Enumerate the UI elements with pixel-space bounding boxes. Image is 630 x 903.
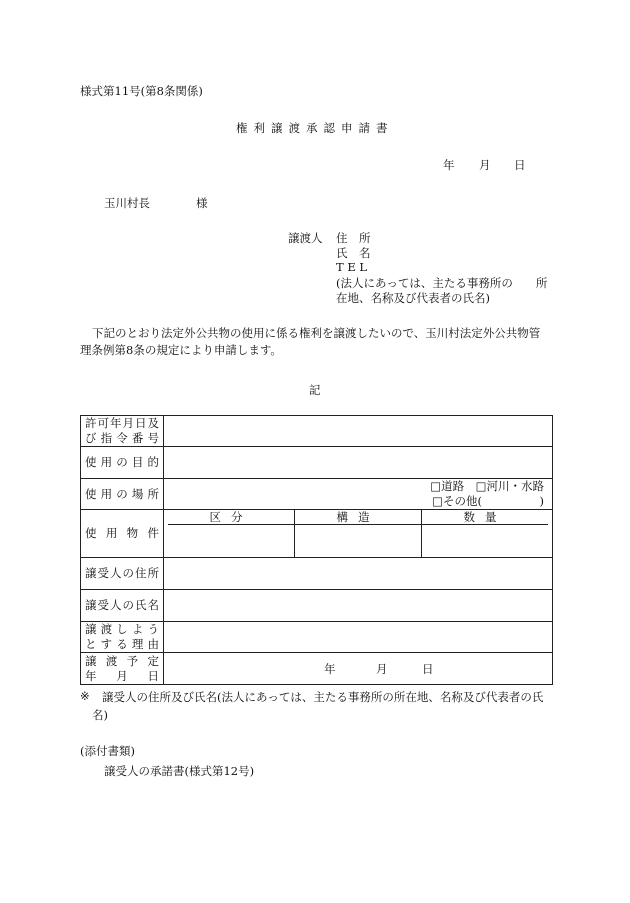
attachment-item: 譲受人の承諾書(様式第12号) [104, 764, 255, 778]
planned-day-label: 日 [422, 662, 434, 676]
note-line2: 名) [92, 708, 108, 722]
reason-field[interactable] [164, 622, 553, 653]
planned-year-label: 年 [324, 662, 336, 676]
addressee-name: 玉川村長 [104, 196, 150, 210]
transferee-name-label [81, 590, 164, 622]
transferee-name-field[interactable] [164, 590, 553, 622]
note-mark: ※ [80, 689, 90, 703]
col-structure-header: 構造 [294, 510, 421, 524]
object-label-text: 使用物件 [85, 526, 159, 540]
place-field[interactable] [164, 479, 553, 510]
object-subtable [164, 510, 553, 558]
place-option-road-river[interactable]: □道路 □河川・水路 [430, 479, 544, 493]
structure-field[interactable] [294, 525, 421, 557]
form-number: 様式第11号(第8条関係) [80, 84, 203, 98]
col-division-header: 区分 [209, 510, 253, 524]
planned-label-line2: 年月日 [85, 668, 159, 683]
page-title: 権利譲渡承認申請書 [236, 121, 394, 135]
transferee-address-label [81, 558, 164, 590]
applicant-address-label: 住 所 [336, 231, 371, 245]
date-year-label: 年 [443, 158, 455, 172]
addressee-honorific: 様 [196, 196, 208, 210]
table-row [81, 447, 553, 479]
permit-label-line2: び指令番号 [85, 431, 159, 445]
permit-label [81, 416, 164, 447]
note-line1: 譲受人の住所及び氏名(法人にあっては、主たる事務所の所在地、名称及び代表者の氏 [102, 690, 544, 704]
table-row [81, 479, 553, 510]
planned-month-label: 月 [376, 662, 388, 676]
ki-heading: 記 [309, 383, 321, 397]
reason-label-line2: とする理由 [85, 637, 159, 651]
planned-label-line1: 譲渡予定 [85, 653, 159, 668]
attachments-label: (添付書類) [80, 744, 135, 758]
reason-label-line1: 譲渡しよう [85, 622, 159, 636]
object-subtable-body [168, 525, 548, 557]
object-label [81, 510, 164, 558]
applicant-tel-label: T E L [336, 260, 368, 274]
quantity-field[interactable] [421, 525, 548, 557]
applicant-note-line1: (法人にあっては、主たる事務所の 所 [336, 276, 548, 290]
permit-label-line1: 許可年月日及 [85, 416, 159, 430]
applicant-name-label: 氏 名 [336, 246, 371, 260]
table-row [81, 622, 553, 653]
table-row [81, 653, 553, 685]
applicant-note-line2: 在地、名称及び代表者の氏名) [336, 291, 490, 305]
place-label-text: 使用の場所 [85, 486, 159, 501]
place-label [81, 479, 164, 510]
table-row [81, 510, 553, 558]
application-table [80, 415, 553, 685]
purpose-label-text: 使用の目的 [85, 455, 159, 469]
purpose-field[interactable] [164, 447, 553, 479]
body-text-line1: 下記のとおり法定外公共物の使用に係る権利を譲渡したいので、玉川村法定外公共物管 [92, 326, 541, 340]
col-quantity-header: 数量 [421, 510, 548, 524]
transferee-name-label-text: 譲受人の氏名 [85, 598, 159, 612]
body-text-line2: 理条例第8条の規定により申請します。 [80, 343, 282, 357]
date-month-label: 月 [479, 158, 491, 172]
applicant-label: 譲渡人 [288, 231, 323, 245]
division-field[interactable] [168, 525, 294, 557]
transferee-address-field[interactable] [164, 558, 553, 590]
reason-label [81, 622, 164, 653]
permit-field[interactable] [164, 416, 553, 447]
date-day-label: 日 [514, 158, 526, 172]
place-option-other[interactable]: □その他( ) [432, 494, 544, 508]
table-row [81, 558, 553, 590]
object-subtable-header [168, 510, 548, 525]
purpose-label [81, 447, 164, 479]
planned-date-label [81, 653, 164, 685]
transferee-address-label-text: 譲受人の住所 [85, 566, 159, 580]
table-row [81, 416, 553, 447]
planned-date-field[interactable] [164, 653, 553, 685]
table-row [81, 590, 553, 622]
